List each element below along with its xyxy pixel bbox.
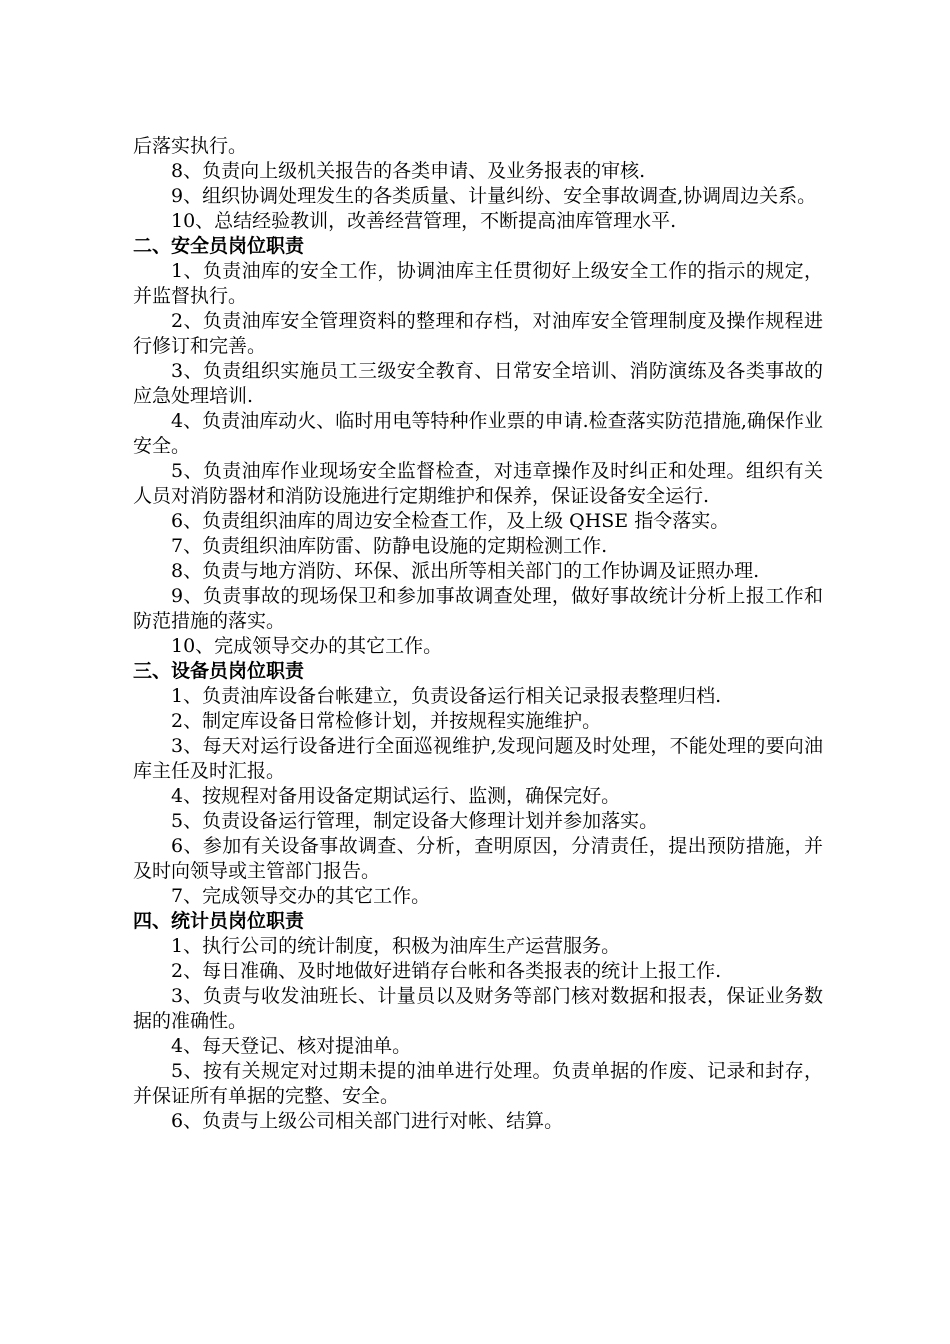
section1-item-10: 10、总结经验教训，改善经营管理，不断提高油库管理水平.	[171, 210, 677, 232]
section3-item: 3、每天对运行设备进行全面巡视维护,发现问题及时处理，不能处理的要向油库主任及时汇报。	[133, 735, 823, 782]
section4-heading: 四、统计员岗位职责	[133, 910, 305, 932]
section3-item: 7、完成领导交办的其它工作。	[171, 885, 431, 907]
section2-item: 10、完成领导交办的其它工作。	[171, 635, 443, 657]
section3-item: 2、制定库设备日常检修计划，并按规程实施维护。	[171, 710, 602, 732]
section4-item: 1、执行公司的统计制度，积极为油库生产运营服务。	[171, 935, 621, 957]
section2-item: 5、负责油库作业现场安全监督检查，对违章操作及时纠正和处理。组织有关人员对消防器材和消防设施进行定期维护和保养，保证设备安全运行.	[133, 460, 823, 507]
section2-item: 4、负责油库动火、临时用电等特种作业票的申请.检查落实防范措施,确保作业安全。	[133, 410, 823, 457]
section4-item: 6、负责与上级公司相关部门进行对帐、结算。	[171, 1110, 564, 1132]
section1-item-8: 8、负责向上级机关报告的各类申请、及业务报表的审核.	[171, 160, 646, 182]
section2-item: 2、负责油库安全管理资料的整理和存档，对油库安全管理制度及操作规程进行修订和完善。	[133, 310, 823, 357]
section2-item: 9、负责事故的现场保卫和参加事故调查处理，做好事故统计分析上报工作和防范措施的落实。	[133, 585, 823, 632]
section2-item: 8、负责与地方消防、环保、派出所等相关部门的工作协调及证照办理.	[171, 560, 760, 582]
section4-item: 2、每日准确、及时地做好进销存台帐和各类报表的统计上报工作.	[171, 960, 722, 982]
section2-item: 7、负责组织油库防雷、防静电设施的定期检测工作.	[171, 535, 608, 557]
section3-item: 4、按规程对备用设备定期试运行、监测，确保完好。	[171, 785, 621, 807]
section3-item: 1、负责油库设备台帐建立，负责设备运行相关记录报表整理归档.	[171, 685, 722, 707]
section2-item: 6、负责组织油库的周边安全检查工作，及上级 QHSE 指令落实。	[171, 510, 730, 532]
section1-item-9: 9、组织协调处理发生的各类质量、计量纠纷、安全事故调查,协调周边关系。	[171, 185, 817, 207]
section2-item: 1、负责油库的安全工作，协调油库主任贯彻好上级安全工作的指示的规定，并监督执行。	[133, 260, 823, 307]
section3-item: 5、负责设备运行管理，制定设备大修理计划并参加落实。	[171, 810, 659, 832]
section4-item: 4、每天登记、核对提油单。	[171, 1035, 412, 1057]
section3-heading: 三、设备员岗位职责	[133, 660, 305, 682]
section4-item: 5、按有关规定对过期未提的油单进行处理。负责单据的作废、记录和封存，并保证所有单据的完整、安全。	[133, 1060, 823, 1107]
section2-item: 3、负责组织实施员工三级安全教育、日常安全培训、消防演练及各类事故的应急处理培训.	[133, 360, 823, 407]
intro-tail-text: 后落实执行。	[133, 135, 248, 157]
document-body	[133, 134, 823, 1134]
section4-item: 3、负责与收发油班长、计量员以及财务等部门核对数据和报表，保证业务数据的准确性。	[133, 985, 823, 1032]
section3-item: 6、参加有关设备事故调查、分析，查明原因，分清责任，提出预防措施，并及时向领导或主管部门报告。	[133, 835, 823, 882]
section2-heading: 二、安全员岗位职责	[133, 235, 305, 257]
